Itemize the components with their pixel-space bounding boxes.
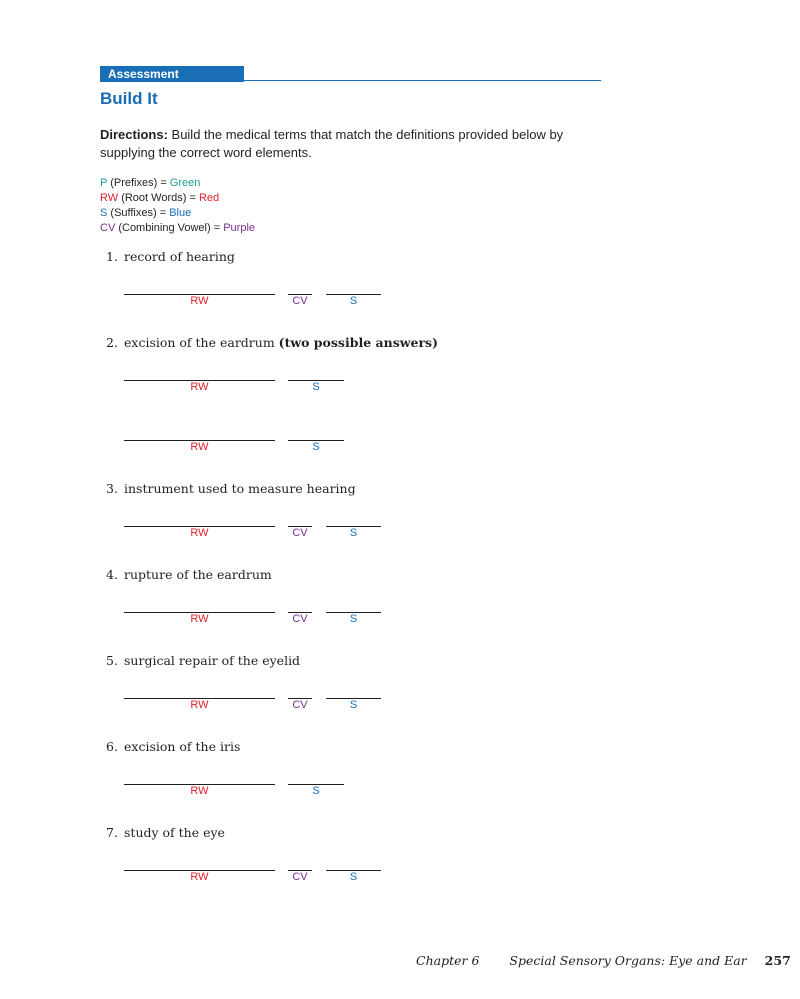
- rw-label: RW: [190, 785, 209, 797]
- question-3: 3. instrument used to measure hearing: [106, 481, 356, 496]
- rw-label: RW: [190, 527, 209, 539]
- rw-label: RW: [190, 441, 209, 453]
- cv-label: CV: [292, 295, 308, 307]
- legend-item-prefix: [100, 176, 255, 191]
- footer-title: Special Sensory Organs: Eye and Ear: [509, 953, 747, 968]
- legend-desc: (Suffixes) =: [107, 207, 170, 219]
- rw-label: RW: [190, 613, 209, 625]
- rw-label: RW: [190, 381, 209, 393]
- page-footer: [416, 953, 791, 968]
- page-number: 257: [764, 953, 791, 968]
- s-label: S: [349, 699, 358, 711]
- header-rule: [100, 80, 601, 81]
- legend-color: Green: [169, 177, 201, 189]
- cv-label: CV: [292, 613, 308, 625]
- legend-item-combining-vowel: [100, 221, 255, 236]
- question-7: 7. study of the eye: [106, 825, 225, 840]
- s-label: S: [312, 381, 320, 393]
- cv-label: CV: [292, 871, 308, 883]
- legend-desc: (Root Words) =: [118, 192, 199, 204]
- s-label: S: [349, 613, 358, 625]
- rw-label: RW: [190, 699, 209, 711]
- directions: [100, 126, 610, 162]
- legend-abbr: CV: [100, 222, 116, 234]
- s-label: S: [349, 871, 358, 883]
- color-legend: [100, 176, 255, 236]
- page-title: Build It: [100, 89, 158, 108]
- rw-label: RW: [190, 871, 209, 883]
- s-label: S: [349, 295, 358, 307]
- question-2: 2. excision of the eardrum (two possible answers): [106, 335, 438, 350]
- directions-text: Build the medical terms that match the definitions provided below by supplying the correct word elements.: [100, 127, 564, 160]
- question-1: 1. record of hearing: [106, 249, 235, 264]
- legend-abbr: S: [100, 207, 108, 219]
- footer-chapter: Chapter 6: [416, 953, 480, 968]
- cv-label: CV: [292, 699, 308, 711]
- legend-desc: (Prefixes) =: [107, 177, 170, 189]
- legend-item-root-word: [100, 191, 255, 206]
- question-6: 6. excision of the iris: [106, 739, 241, 754]
- legend-abbr: P: [100, 177, 108, 189]
- section-tab: Assessment: [100, 66, 244, 82]
- s-label: S: [312, 441, 320, 453]
- legend-color: Purple: [223, 222, 255, 234]
- question-5: 5. surgical repair of the eyelid: [106, 653, 301, 668]
- legend-color: Red: [198, 192, 220, 204]
- legend-item-suffix: [100, 206, 255, 221]
- s-label: S: [312, 785, 320, 797]
- question-4: 4. rupture of the eardrum: [106, 567, 272, 582]
- rw-label: RW: [190, 295, 209, 307]
- cv-label: CV: [292, 527, 308, 539]
- legend-abbr: RW: [100, 192, 119, 204]
- directions-label: Directions:: [100, 127, 168, 142]
- legend-desc: (Combining Vowel) =: [115, 222, 224, 234]
- legend-color: Blue: [169, 207, 192, 219]
- s-label: S: [349, 527, 358, 539]
